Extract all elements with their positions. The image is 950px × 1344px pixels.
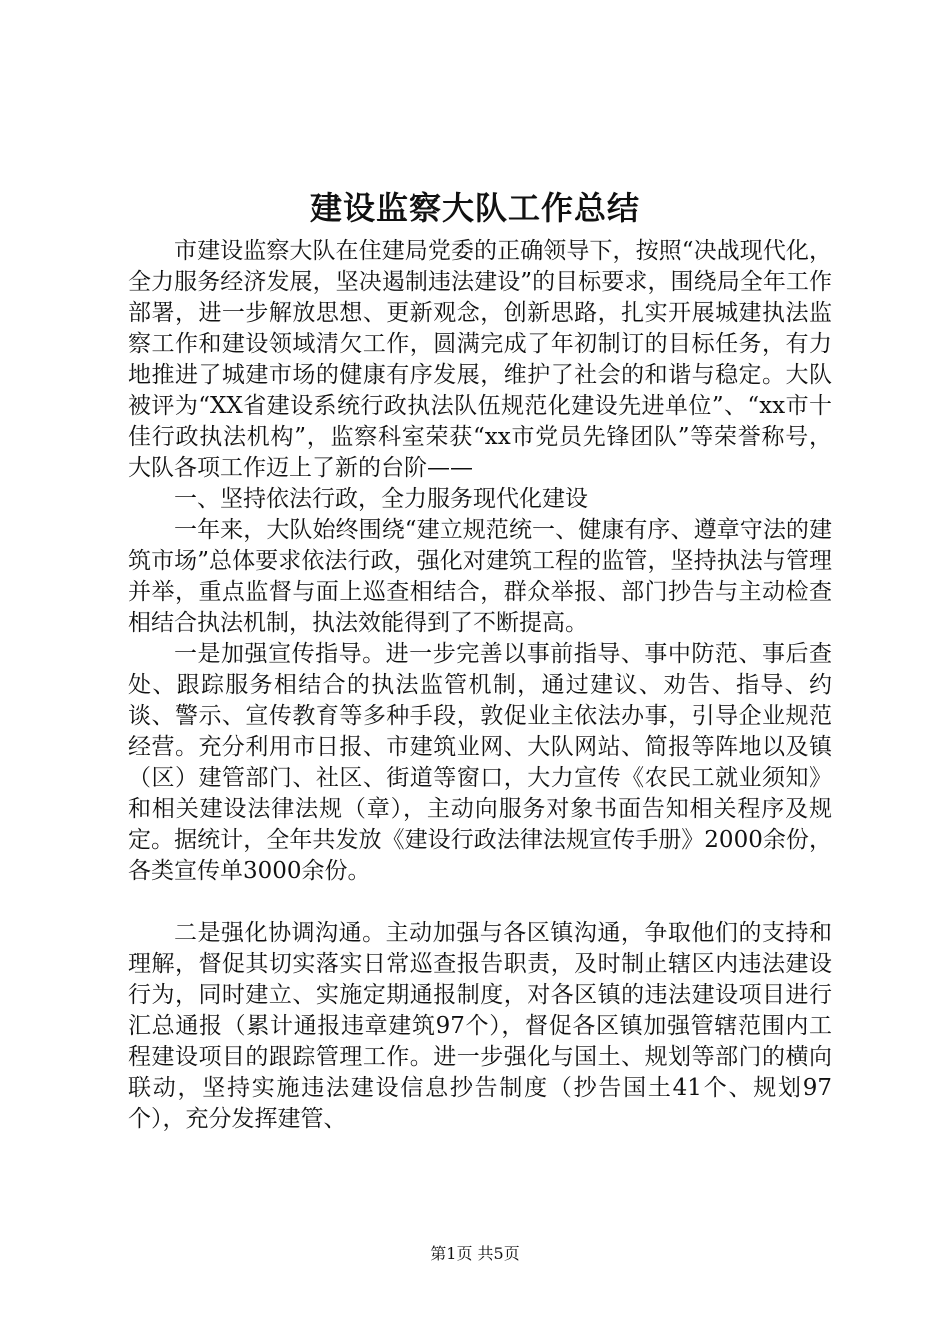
page-footer: 第1页 共5页 [430,1244,520,1263]
paragraph-section-1: 一年来，大队始终围绕“建立规范统一、健康有序、遵章守法的建筑市场”总体要求依法行政，强化对建筑工程的监管，坚持执法与管理并举，重点监督与面上巡查相结合，群众举报、部门抄告与主动检查相结合执法机制，执法效能得到了不断提高。 [128,517,832,636]
document-body [128,236,832,1135]
paragraph-publicity: 一是加强宣传指导。进一步完善以事前指导、事中防范、事后查处、跟踪服务相结合的执法监管机制，通过建议、劝告、指导、约谈、警示、宣传教育等多种手段，敦促业主依法办事，引导企业规范经营。充分利用市日报、市建筑业网、大队网站、简报等阵地以及镇（区）建管部门、社区、街道等窗口，大力宣传《农民工就业须知》和相关建设法律法规（章），主动向服务对象书面告知相关程序及规定。据统计，全年共发放《建设行政法律法规宣传手册》2000余份，各类宣传单3000余份。 [128,641,832,884]
section-heading-1: 一、坚持依法行政，全力服务现代化建设 [174,486,588,512]
document-title: 建设监察大队工作总结 [309,189,640,227]
paragraph-coordination: 二是强化协调沟通。主动加强与各区镇沟通，争取他们的支持和理解，督促其切实落实日常巡查报告职责，及时制止辖区内违法建设行为，同时建立、实施定期通报制度，对各区镇的违法建设项目进行汇总通报（累计通报违章建筑97个），督促各区镇加强管辖范围内工程建设项目的跟踪管理工作。进一步强化与国土、规划等部门的横向联动，坚持实施违法建设信息抄告制度（抄告国土41个、规划97个），充分发挥建管、 [128,920,832,1132]
paragraph-intro: 市建设监察大队在住建局党委的正确领导下，按照“决战现代化，全力服务经济发展，坚决遏制违法建设”的目标要求，围绕局全年工作部署，进一步解放思想、更新观念，创新思路，扎实开展城建执法监察工作和建设领域清欠工作，圆满完成了年初制订的目标任务，有力地推进了城建市场的健康有序发展，维护了社会的和谐与稳定。大队被评为“XX省建设系统行政执法队伍规范化建设先进单位”、“xx市十佳行政执法机构”，监察科室荣获“xx市党员先锋团队”等荣誉称号，大队各项工作迈上了新的台阶—— [128,238,832,481]
